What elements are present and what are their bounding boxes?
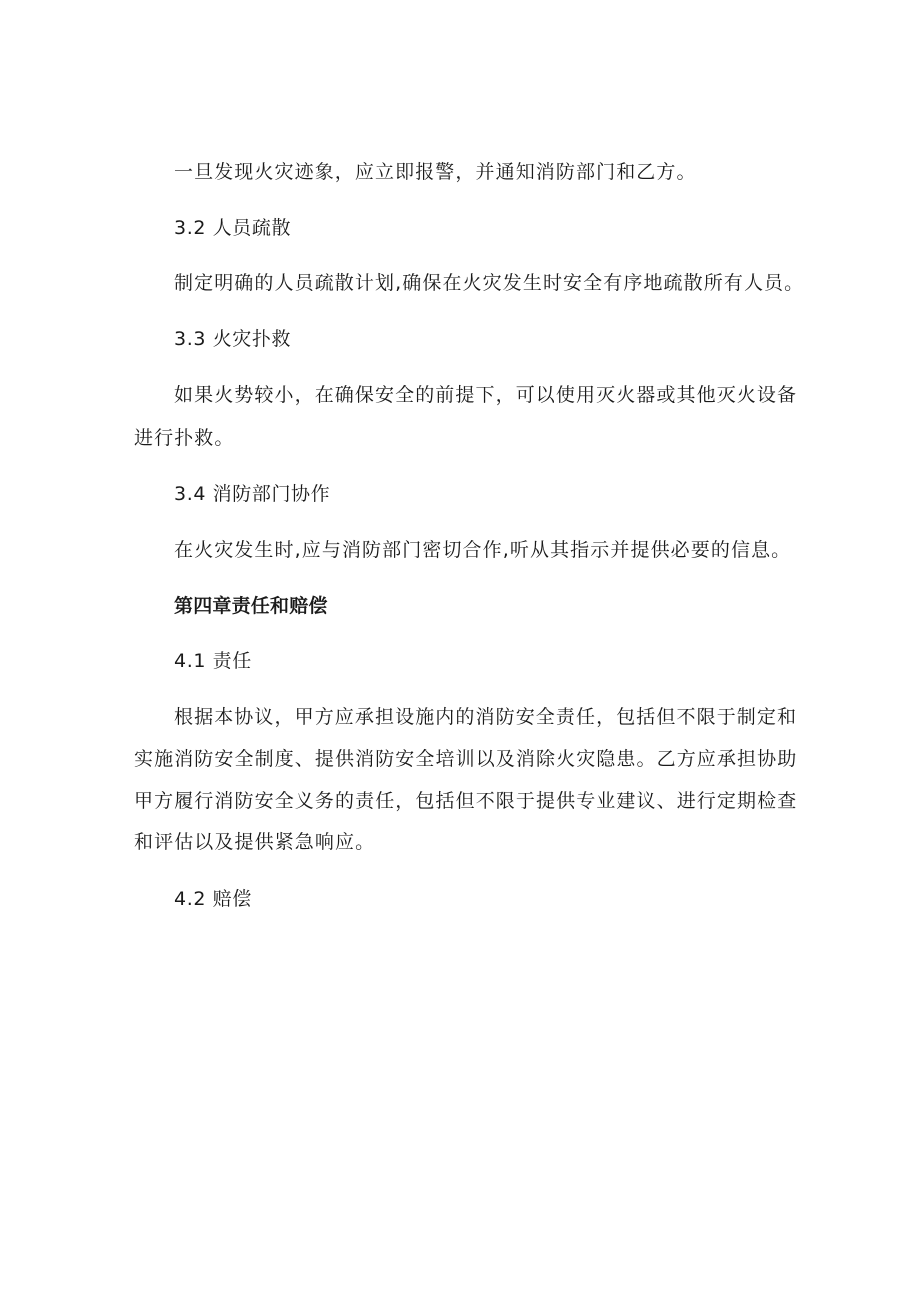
paragraph-line: 实施消防安全制度、提供消防安全培训以及消除火灾隐患。乙方应承担协助	[134, 748, 798, 770]
paragraph-line: 根据本协议，甲方应承担设施内的消防安全责任，包括但不限于制定和	[174, 706, 798, 728]
paragraph-line: 在火灾发生时,应与消防部门密切合作,听从其指示并提供必要的信息。	[174, 539, 792, 561]
paragraph-line: 如果火势较小，在确保安全的前提下，可以使用灭火器或其他灭火设备	[174, 384, 798, 406]
paragraph-line: 进行扑救。	[134, 427, 235, 449]
section-heading-3-2: 3.2 人员疏散	[174, 217, 292, 239]
section-heading-4-2: 4.2 赔偿	[174, 888, 252, 910]
paragraph-line: 制定明确的人员疏散计划,确保在火灾发生时安全有序地疏散所有人员。	[174, 272, 805, 294]
section-heading-3-3: 3.3 火灾扑救	[174, 328, 292, 350]
section-heading-4-1: 4.1 责任	[174, 650, 252, 672]
paragraph-line: 和评估以及提供紧急响应。	[134, 831, 376, 853]
paragraph-line: 甲方履行消防安全义务的责任，包括但不限于提供专业建议、进行定期检查	[134, 790, 798, 812]
paragraph-line: 一旦发现火灾迹象，应立即报警，并通知消防部门和乙方。	[174, 161, 697, 183]
section-heading-3-4: 3.4 消防部门协作	[174, 483, 331, 505]
chapter-heading: 第四章责任和赔偿	[174, 595, 328, 617]
